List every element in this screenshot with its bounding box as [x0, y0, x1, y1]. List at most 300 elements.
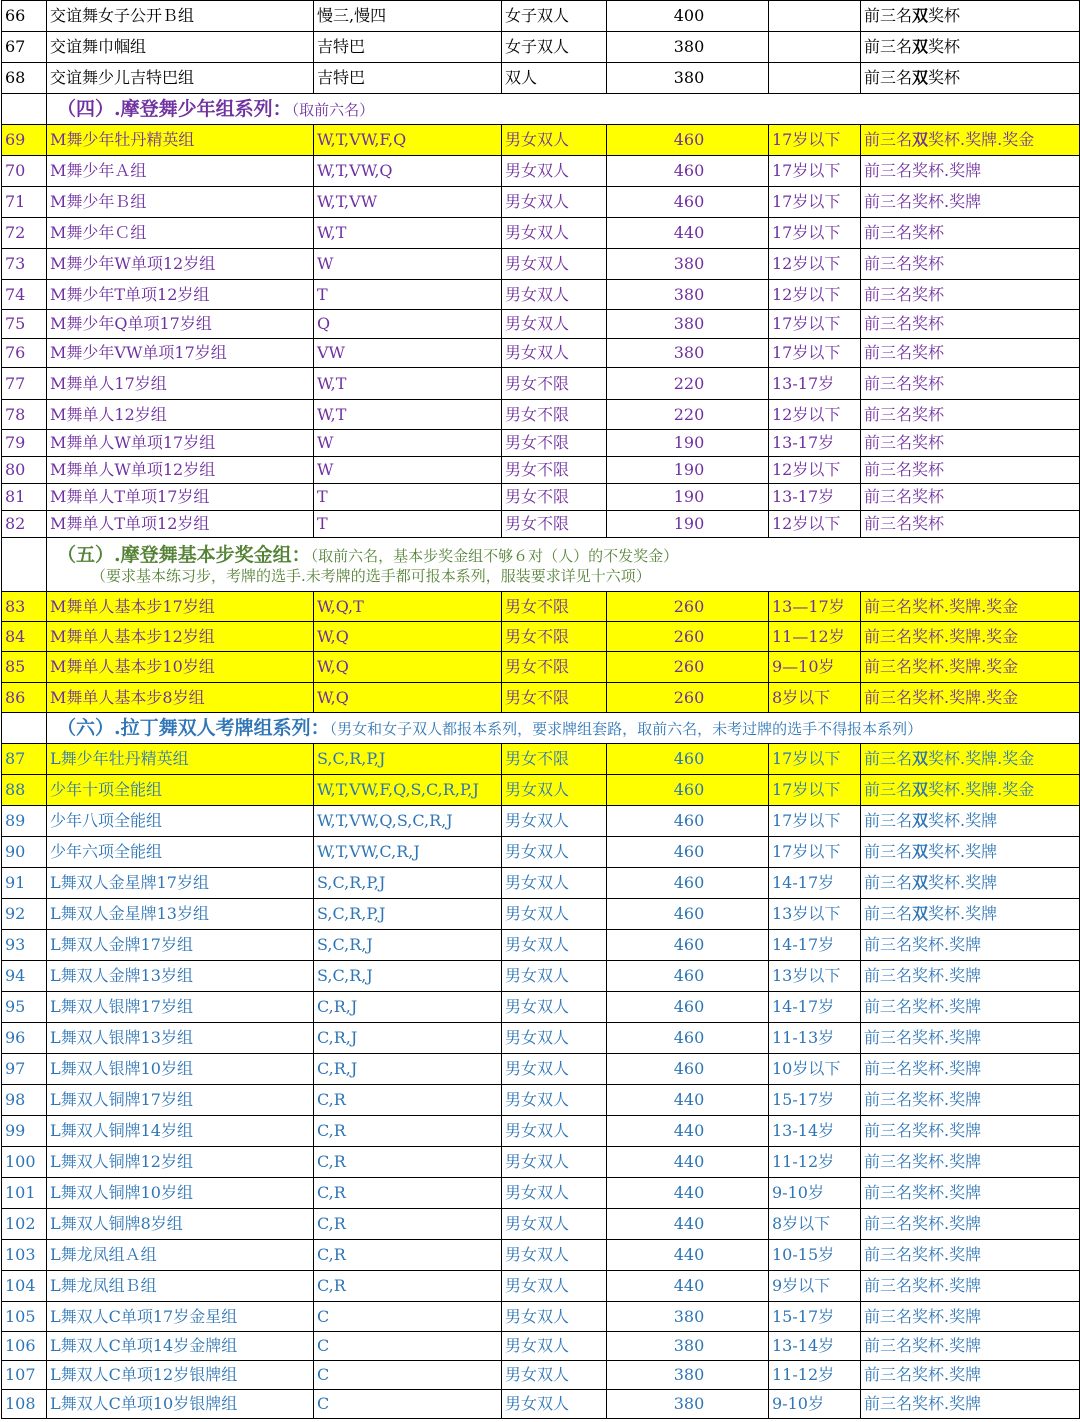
award-cell: 前三名双奖杯.奖牌.奖金 — [861, 744, 1080, 775]
age-limit-cell: 9-10岁 — [769, 1178, 861, 1209]
table-row — [2, 899, 1080, 930]
award-cell: 前三名奖杯 — [861, 310, 1080, 339]
dances-cell: S,C,R,P,J — [314, 899, 502, 930]
table-row — [2, 652, 1080, 683]
entry-type-cell: 男女双人 — [502, 1390, 607, 1419]
dances-cell: T — [314, 511, 502, 538]
event-name-cell: L舞双人金星牌17岁组 — [47, 868, 314, 899]
fee-cell: 260 — [607, 592, 769, 622]
age-limit-cell: 12岁以下 — [769, 457, 861, 484]
table-row — [2, 1147, 1080, 1178]
entry-type-cell: 男女双人 — [502, 930, 607, 961]
entry-type-cell: 男女不限 — [502, 430, 607, 457]
event-name-cell: L舞双人金星牌13岁组 — [47, 899, 314, 930]
fee-cell: 190 — [607, 457, 769, 484]
fee-cell: 460 — [607, 1023, 769, 1054]
event-name-cell: L舞龙凤组Ｂ组 — [47, 1271, 314, 1302]
age-limit-cell: 17岁以下 — [769, 310, 861, 339]
section-header — [47, 538, 1080, 592]
age-limit-cell: 17岁以下 — [769, 837, 861, 868]
award-cell: 前三名奖杯.奖牌.奖金 — [861, 683, 1080, 713]
event-name-cell: 交谊舞少儿吉特巴组 — [47, 63, 314, 94]
event-name-cell: L舞双人C单项12岁银牌组 — [47, 1361, 314, 1390]
row-number-cell: 76 — [2, 339, 47, 368]
row-number-cell: 102 — [2, 1209, 47, 1240]
dances-cell: C,R — [314, 1116, 502, 1147]
event-name-cell: L舞双人C单项17岁金星组 — [47, 1302, 314, 1332]
fee-cell: 440 — [607, 1271, 769, 1302]
dances-cell: W,T,VW,Q — [314, 156, 502, 187]
event-name-cell: M舞单人基本步10岁组 — [47, 652, 314, 683]
fee-cell: 260 — [607, 683, 769, 713]
section-note-secondary: （要求基本练习步，考牌的选手.未考牌的选手都可报本系列，服装要求详见十六项） — [91, 566, 651, 585]
row-number-cell: 85 — [2, 652, 47, 683]
dances-cell: W,T,VW,F,Q — [314, 125, 502, 156]
row-number-cell: 95 — [2, 992, 47, 1023]
entry-type-cell: 男女双人 — [502, 339, 607, 368]
entry-type-cell: 男女双人 — [502, 310, 607, 339]
table-row — [2, 1302, 1080, 1332]
event-name-cell: L舞双人C单项14岁金牌组 — [47, 1332, 314, 1361]
award-cell: 前三名双奖杯.奖牌 — [861, 806, 1080, 837]
table-row — [2, 1054, 1080, 1085]
event-name-cell: 少年十项全能组 — [47, 775, 314, 806]
dances-cell: C — [314, 1361, 502, 1390]
age-limit-cell: 13—17岁 — [769, 592, 861, 622]
row-number-cell: 73 — [2, 249, 47, 280]
dances-cell: C,R,J — [314, 992, 502, 1023]
event-name-cell: M舞少年W单项12岁组 — [47, 249, 314, 280]
row-number-cell: 90 — [2, 837, 47, 868]
row-number-cell: 106 — [2, 1332, 47, 1361]
fee-cell: 380 — [607, 1390, 769, 1419]
award-cell: 前三名奖杯.奖牌.奖金 — [861, 592, 1080, 622]
dances-cell: VW — [314, 339, 502, 368]
award-cell: 前三名双奖杯.奖牌.奖金 — [861, 775, 1080, 806]
dances-cell: C,R — [314, 1147, 502, 1178]
table-row — [2, 430, 1080, 457]
entry-type-cell: 男女不限 — [502, 457, 607, 484]
age-limit-cell: 12岁以下 — [769, 280, 861, 310]
fee-cell: 460 — [607, 837, 769, 868]
table-row — [2, 744, 1080, 775]
event-name-cell: M舞单人12岁组 — [47, 400, 314, 430]
event-name-cell: L舞双人金牌13岁组 — [47, 961, 314, 992]
award-cell: 前三名奖杯 — [861, 511, 1080, 538]
table-row — [2, 484, 1080, 511]
table-row — [2, 63, 1080, 94]
table-row — [2, 1209, 1080, 1240]
award-cell: 前三名奖杯 — [861, 484, 1080, 511]
award-cell: 前三名奖杯.奖牌 — [861, 961, 1080, 992]
award-cell: 前三名奖杯.奖牌 — [861, 1085, 1080, 1116]
table-row — [2, 992, 1080, 1023]
event-name-cell: M舞少年T单项12岁组 — [47, 280, 314, 310]
award-cell: 前三名奖杯.奖牌 — [861, 1178, 1080, 1209]
row-number-cell: 86 — [2, 683, 47, 713]
award-cell: 前三名奖杯 — [861, 400, 1080, 430]
award-cell: 前三名奖杯.奖牌 — [861, 992, 1080, 1023]
row-number-cell: 105 — [2, 1302, 47, 1332]
row-number-cell: 91 — [2, 868, 47, 899]
fee-cell: 460 — [607, 775, 769, 806]
row-number-cell: 80 — [2, 457, 47, 484]
dances-cell: C — [314, 1390, 502, 1419]
row-number-cell: 87 — [2, 744, 47, 775]
award-cell: 前三名双奖杯 — [861, 32, 1080, 63]
dances-cell: 吉特巴 — [314, 63, 502, 94]
dances-cell: W,Q,T — [314, 592, 502, 622]
entry-type-cell: 女子双人 — [502, 32, 607, 63]
event-name-cell: M舞少年Ｂ组 — [47, 187, 314, 218]
dances-cell: W,T,VW,F,Q,S,C,R,P,J — [314, 775, 502, 806]
table-row — [2, 622, 1080, 652]
age-limit-cell: 8岁以下 — [769, 1209, 861, 1240]
entry-type-cell: 男女双人 — [502, 806, 607, 837]
award-cell: 前三名奖杯 — [861, 430, 1080, 457]
age-limit-cell: 10-15岁 — [769, 1240, 861, 1271]
row-number-cell: 69 — [2, 125, 47, 156]
age-limit-cell: 17岁以下 — [769, 156, 861, 187]
double-marker: 双 — [912, 6, 929, 25]
fee-cell: 190 — [607, 511, 769, 538]
fee-cell: 440 — [607, 218, 769, 249]
row-number-cell: 103 — [2, 1240, 47, 1271]
table-row — [2, 868, 1080, 899]
event-table — [1, 0, 1080, 1419]
event-name-cell: M舞少年牡丹精英组 — [47, 125, 314, 156]
award-cell: 前三名双奖杯 — [861, 1, 1080, 32]
age-limit-cell: 14-17岁 — [769, 868, 861, 899]
section-header — [47, 713, 1080, 744]
age-limit-cell — [769, 63, 861, 94]
age-limit-cell: 9岁以下 — [769, 1271, 861, 1302]
table-row — [2, 1, 1080, 32]
row-number-cell: 77 — [2, 368, 47, 400]
double-marker: 双 — [912, 749, 929, 768]
double-marker: 双 — [912, 68, 929, 87]
event-name-cell: L舞双人金牌17岁组 — [47, 930, 314, 961]
fee-cell: 190 — [607, 430, 769, 457]
row-number-cell: 70 — [2, 156, 47, 187]
row-number-cell: 67 — [2, 32, 47, 63]
dances-cell: W,Q — [314, 622, 502, 652]
row-number-cell: 93 — [2, 930, 47, 961]
row-number-cell: 78 — [2, 400, 47, 430]
fee-cell: 380 — [607, 310, 769, 339]
fee-cell: 380 — [607, 339, 769, 368]
age-limit-cell: 12岁以下 — [769, 511, 861, 538]
row-number-cell: 99 — [2, 1116, 47, 1147]
dances-cell: Q — [314, 310, 502, 339]
table-row — [2, 310, 1080, 339]
age-limit-cell: 13-14岁 — [769, 1116, 861, 1147]
section-empty-cell — [2, 94, 47, 125]
table-row — [2, 339, 1080, 368]
award-cell: 前三名奖杯 — [861, 280, 1080, 310]
event-name-cell: M舞少年Ａ组 — [47, 156, 314, 187]
event-name-cell: L舞双人银牌17岁组 — [47, 992, 314, 1023]
section-header-row — [2, 538, 1080, 592]
row-number-cell: 96 — [2, 1023, 47, 1054]
age-limit-cell: 9-10岁 — [769, 1390, 861, 1419]
table-row — [2, 249, 1080, 280]
section-title: （四）.摩登舞少年组系列： — [57, 97, 292, 120]
event-name-cell: M舞单人基本步12岁组 — [47, 622, 314, 652]
entry-type-cell: 男女双人 — [502, 1332, 607, 1361]
fee-cell: 380 — [607, 1361, 769, 1390]
fee-cell: 460 — [607, 187, 769, 218]
event-name-cell: L舞少年牡丹精英组 — [47, 744, 314, 775]
entry-type-cell: 男女双人 — [502, 280, 607, 310]
row-number-cell: 89 — [2, 806, 47, 837]
double-marker: 双 — [912, 130, 929, 149]
double-marker: 双 — [912, 873, 929, 892]
age-limit-cell: 17岁以下 — [769, 339, 861, 368]
award-cell: 前三名奖杯 — [861, 457, 1080, 484]
table-row — [2, 1116, 1080, 1147]
section-note: （取前六名，基本步奖金组不够６对（人）的不发奖金） — [310, 546, 679, 565]
row-number-cell: 108 — [2, 1390, 47, 1419]
fee-cell: 220 — [607, 368, 769, 400]
row-number-cell: 92 — [2, 899, 47, 930]
event-name-cell: L舞双人C单项10岁银牌组 — [47, 1390, 314, 1419]
fee-cell: 460 — [607, 1054, 769, 1085]
fee-cell: 400 — [607, 1, 769, 32]
event-name-cell: M舞少年VW单项17岁组 — [47, 339, 314, 368]
section-empty-cell — [2, 538, 47, 592]
age-limit-cell — [769, 1, 861, 32]
table-row — [2, 837, 1080, 868]
age-limit-cell: 11-13岁 — [769, 1023, 861, 1054]
entry-type-cell: 男女不限 — [502, 744, 607, 775]
row-number-cell: 68 — [2, 63, 47, 94]
event-name-cell: M舞单人17岁组 — [47, 368, 314, 400]
age-limit-cell: 15-17岁 — [769, 1085, 861, 1116]
double-marker: 双 — [912, 904, 929, 923]
dances-cell: C,R,J — [314, 1023, 502, 1054]
entry-type-cell: 男女双人 — [502, 868, 607, 899]
entry-type-cell: 男女双人 — [502, 1085, 607, 1116]
dances-cell: C,R — [314, 1178, 502, 1209]
award-cell: 前三名奖杯.奖牌 — [861, 1240, 1080, 1271]
double-marker: 双 — [912, 37, 929, 56]
row-number-cell: 88 — [2, 775, 47, 806]
fee-cell: 440 — [607, 1209, 769, 1240]
table-row — [2, 775, 1080, 806]
entry-type-cell: 男女双人 — [502, 1271, 607, 1302]
entry-type-cell: 男女不限 — [502, 484, 607, 511]
entry-type-cell: 男女双人 — [502, 1240, 607, 1271]
entry-type-cell: 男女双人 — [502, 1023, 607, 1054]
event-name-cell: M舞少年Q单项17岁组 — [47, 310, 314, 339]
event-name-cell: L舞双人银牌10岁组 — [47, 1054, 314, 1085]
row-number-cell: 97 — [2, 1054, 47, 1085]
table-row — [2, 187, 1080, 218]
fee-cell: 380 — [607, 1332, 769, 1361]
event-name-cell: M舞单人基本步8岁组 — [47, 683, 314, 713]
table-row — [2, 32, 1080, 63]
dances-cell: W,T — [314, 368, 502, 400]
entry-type-cell: 男女双人 — [502, 1209, 607, 1240]
row-number-cell: 71 — [2, 187, 47, 218]
dances-cell: S,C,R,P,J — [314, 744, 502, 775]
award-cell: 前三名双奖杯 — [861, 63, 1080, 94]
dances-cell: S,C,R,J — [314, 961, 502, 992]
age-limit-cell: 13-17岁 — [769, 484, 861, 511]
entry-type-cell: 男女双人 — [502, 1116, 607, 1147]
fee-cell: 440 — [607, 1178, 769, 1209]
table-row — [2, 683, 1080, 713]
table-row — [2, 806, 1080, 837]
age-limit-cell: 17岁以下 — [769, 775, 861, 806]
dances-cell: W — [314, 430, 502, 457]
fee-cell: 460 — [607, 156, 769, 187]
award-cell: 前三名奖杯 — [861, 249, 1080, 280]
award-cell: 前三名双奖杯.奖牌 — [861, 868, 1080, 899]
fee-cell: 460 — [607, 125, 769, 156]
dances-cell: W,T,VW — [314, 187, 502, 218]
table-row — [2, 1390, 1080, 1419]
entry-type-cell: 男女双人 — [502, 218, 607, 249]
age-limit-cell: 17岁以下 — [769, 744, 861, 775]
entry-type-cell: 男女双人 — [502, 992, 607, 1023]
entry-type-cell: 男女双人 — [502, 1302, 607, 1332]
dances-cell: C,R — [314, 1085, 502, 1116]
dances-cell: W,T — [314, 218, 502, 249]
table-row — [2, 1332, 1080, 1361]
fee-cell: 460 — [607, 744, 769, 775]
table-row — [2, 400, 1080, 430]
row-number-cell: 83 — [2, 592, 47, 622]
section-title: （五）.摩登舞基本步奖金组： — [57, 543, 311, 566]
award-cell: 前三名奖杯 — [861, 368, 1080, 400]
fee-cell: 380 — [607, 280, 769, 310]
table-row — [2, 1085, 1080, 1116]
dances-cell: S,C,R,J — [314, 930, 502, 961]
dances-cell: W,T,VW,C,R,J — [314, 837, 502, 868]
entry-type-cell: 男女双人 — [502, 775, 607, 806]
table-row — [2, 1271, 1080, 1302]
fee-cell: 440 — [607, 1116, 769, 1147]
table-row — [2, 218, 1080, 249]
fee-cell: 460 — [607, 992, 769, 1023]
age-limit-cell — [769, 32, 861, 63]
entry-type-cell: 男女不限 — [502, 652, 607, 683]
row-number-cell: 74 — [2, 280, 47, 310]
entry-type-cell: 男女双人 — [502, 187, 607, 218]
row-number-cell: 101 — [2, 1178, 47, 1209]
award-cell: 前三名奖杯 — [861, 218, 1080, 249]
award-cell: 前三名奖杯.奖牌 — [861, 1023, 1080, 1054]
age-limit-cell: 9—10岁 — [769, 652, 861, 683]
event-name-cell: 交谊舞巾帼组 — [47, 32, 314, 63]
event-name-cell: L舞双人铜牌17岁组 — [47, 1085, 314, 1116]
age-limit-cell: 14-17岁 — [769, 992, 861, 1023]
dances-cell: C — [314, 1332, 502, 1361]
dances-cell: C,R — [314, 1209, 502, 1240]
award-cell: 前三名奖杯.奖牌.奖金 — [861, 652, 1080, 683]
age-limit-cell: 11—12岁 — [769, 622, 861, 652]
fee-cell: 380 — [607, 1302, 769, 1332]
row-number-cell: 72 — [2, 218, 47, 249]
dances-cell: C,R,J — [314, 1054, 502, 1085]
fee-cell: 460 — [607, 899, 769, 930]
entry-type-cell: 男女双人 — [502, 961, 607, 992]
age-limit-cell: 17岁以下 — [769, 806, 861, 837]
dances-cell: W,Q — [314, 652, 502, 683]
event-name-cell: M舞单人W单项12岁组 — [47, 457, 314, 484]
row-number-cell: 82 — [2, 511, 47, 538]
age-limit-cell: 12岁以下 — [769, 249, 861, 280]
fee-cell: 440 — [607, 1147, 769, 1178]
section-header — [47, 94, 1080, 125]
fee-cell: 260 — [607, 652, 769, 683]
table-row — [2, 156, 1080, 187]
award-cell: 前三名奖杯.奖牌 — [861, 1271, 1080, 1302]
award-cell: 前三名奖杯.奖牌 — [861, 1209, 1080, 1240]
table-row — [2, 592, 1080, 622]
entry-type-cell: 男女双人 — [502, 125, 607, 156]
dances-cell: W,T — [314, 400, 502, 430]
event-name-cell: M舞少年Ｃ组 — [47, 218, 314, 249]
entry-type-cell: 男女双人 — [502, 1054, 607, 1085]
section-header-row — [2, 94, 1080, 125]
event-name-cell: L舞双人银牌13岁组 — [47, 1023, 314, 1054]
table-row — [2, 125, 1080, 156]
table-row — [2, 368, 1080, 400]
dances-cell: 吉特巴 — [314, 32, 502, 63]
age-limit-cell: 15-17岁 — [769, 1302, 861, 1332]
table-row — [2, 1178, 1080, 1209]
age-limit-cell: 13-14岁 — [769, 1332, 861, 1361]
table-row — [2, 1240, 1080, 1271]
row-number-cell: 75 — [2, 310, 47, 339]
event-name-cell: 少年八项全能组 — [47, 806, 314, 837]
entry-type-cell: 男女双人 — [502, 837, 607, 868]
entry-type-cell: 男女双人 — [502, 1147, 607, 1178]
dances-cell: T — [314, 484, 502, 511]
table-row — [2, 280, 1080, 310]
dances-cell: C — [314, 1302, 502, 1332]
award-cell: 前三名奖杯.奖牌 — [861, 1054, 1080, 1085]
fee-cell: 440 — [607, 1085, 769, 1116]
dances-cell: S,C,R,P,J — [314, 868, 502, 899]
dances-cell: 慢三,慢四 — [314, 1, 502, 32]
age-limit-cell: 12岁以下 — [769, 400, 861, 430]
row-number-cell: 98 — [2, 1085, 47, 1116]
entry-type-cell: 男女双人 — [502, 1178, 607, 1209]
table-row — [2, 961, 1080, 992]
award-cell: 前三名奖杯.奖牌 — [861, 187, 1080, 218]
age-limit-cell: 14-17岁 — [769, 930, 861, 961]
fee-cell: 460 — [607, 868, 769, 899]
dances-cell: W — [314, 457, 502, 484]
event-name-cell: L舞双人铜牌14岁组 — [47, 1116, 314, 1147]
dances-cell: W,Q — [314, 683, 502, 713]
fee-cell: 380 — [607, 32, 769, 63]
section-empty-cell — [2, 713, 47, 744]
row-number-cell: 94 — [2, 961, 47, 992]
event-name-cell: L舞双人铜牌10岁组 — [47, 1178, 314, 1209]
row-number-cell: 79 — [2, 430, 47, 457]
fee-cell: 460 — [607, 806, 769, 837]
age-limit-cell: 13-17岁 — [769, 430, 861, 457]
entry-type-cell: 男女双人 — [502, 156, 607, 187]
event-name-cell: M舞单人基本步17岁组 — [47, 592, 314, 622]
award-cell: 前三名奖杯.奖牌 — [861, 1116, 1080, 1147]
fee-cell: 460 — [607, 961, 769, 992]
